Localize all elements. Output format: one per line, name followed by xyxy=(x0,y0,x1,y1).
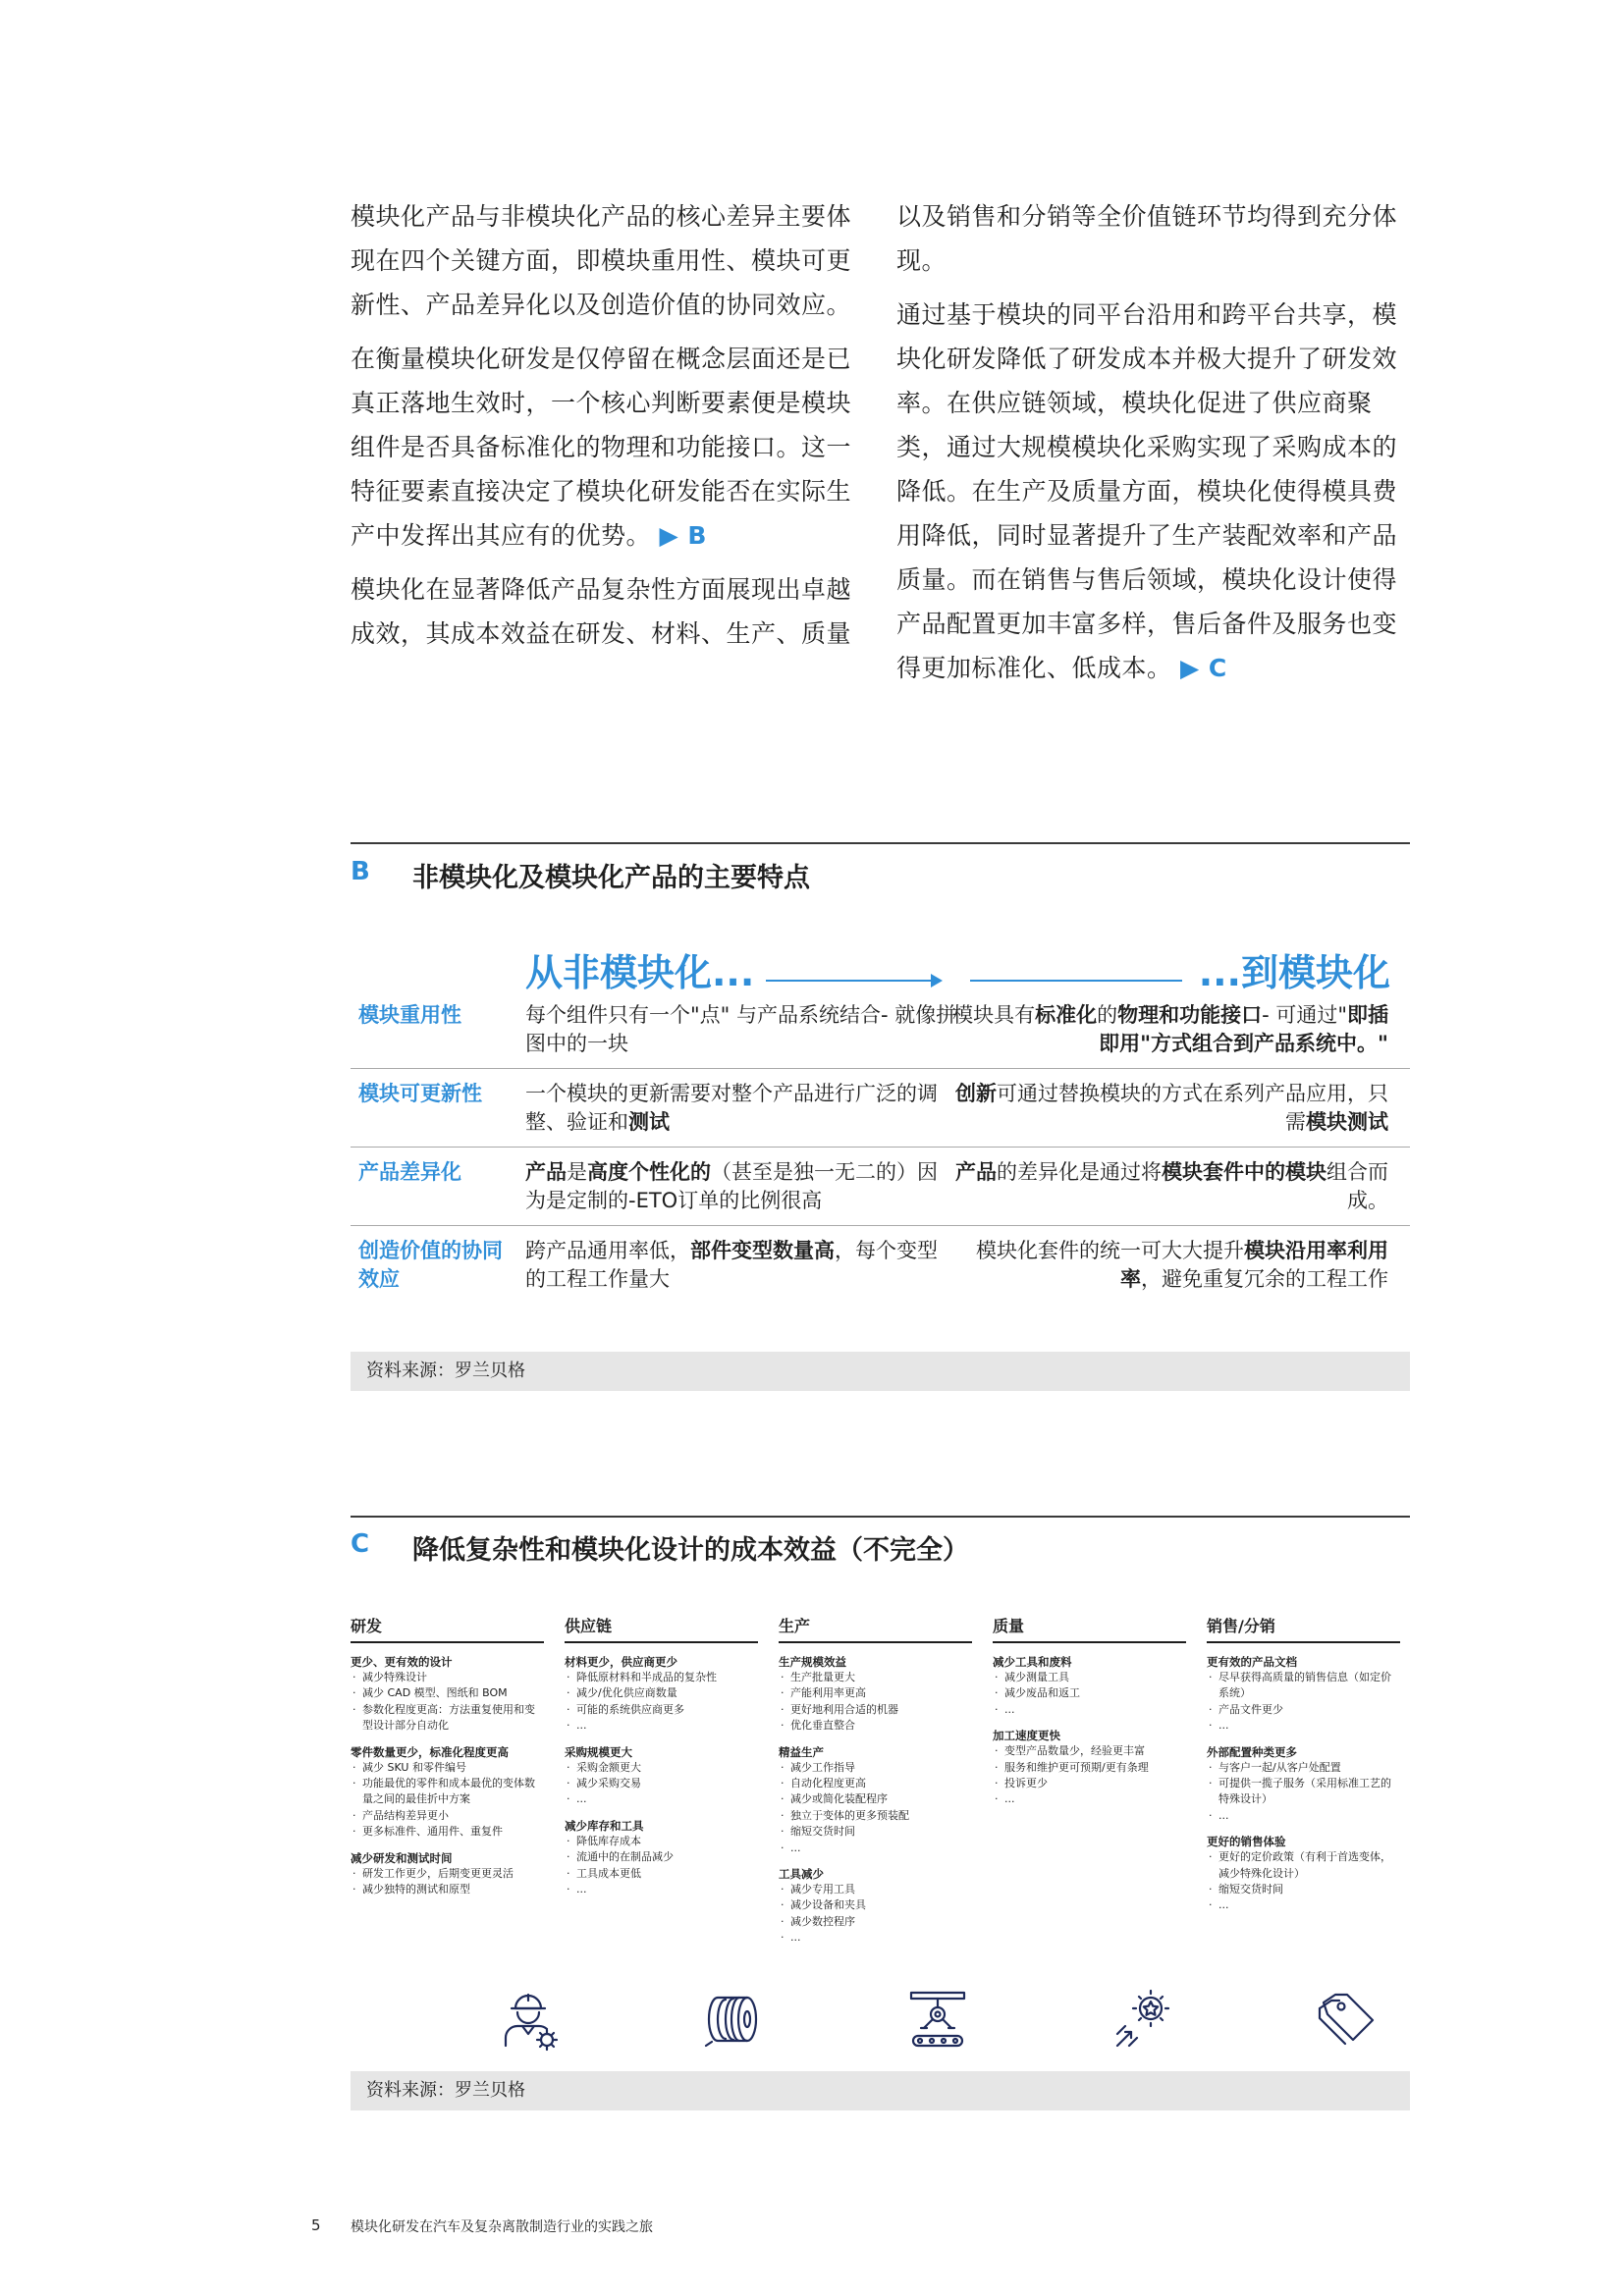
benefit-item: · 减少采购交易 xyxy=(565,1776,758,1791)
row-divider xyxy=(351,1147,1410,1148)
benefit-item: · 减少工作指导 xyxy=(779,1760,972,1776)
benefit-item: · ... xyxy=(565,1882,758,1897)
benefit-item: · 功能最优的零件和成本最优的变体数量之间的最佳折中方案 xyxy=(351,1776,544,1808)
benefit-column-header: 供应链 xyxy=(565,1615,758,1643)
benefit-list xyxy=(565,1834,758,1898)
benefit-list xyxy=(351,1670,544,1735)
benefit-item: · 减少专用工具 xyxy=(779,1882,972,1897)
section-b-letter: B xyxy=(351,857,370,886)
benefit-group-title: 采购规模更大 xyxy=(565,1744,632,1759)
engineer-gear-icon xyxy=(496,1987,561,2052)
benefit-list xyxy=(993,1670,1186,1718)
benefit-group xyxy=(1207,1744,1400,1825)
benefit-list xyxy=(1207,1760,1400,1825)
benefit-item: · 缩短交货时间 xyxy=(779,1824,972,1840)
non-modular-description: 一个模块的更新需要对整个产品进行广泛的调整、验证和测试 xyxy=(525,1082,938,1134)
benefit-group-title: 外部配置种类更多 xyxy=(1207,1744,1297,1759)
page-number: 5 xyxy=(311,2216,321,2234)
benefit-column xyxy=(993,1615,1186,1808)
benefit-group xyxy=(779,1866,972,1947)
section-b-top-rule xyxy=(351,842,1410,844)
benefit-item: · ... xyxy=(1207,1718,1400,1734)
footer-title: 模块化研发在汽车及复杂离散制造行业的实践之旅 xyxy=(351,2219,653,2235)
benefit-group-title: 零件数量更少，标准化程度更高 xyxy=(351,1744,509,1759)
modular-description: 模块具有标准化的物理和功能接口- 可通过"即插即用"方式组合到产品系统中。" xyxy=(952,1003,1388,1055)
benefit-item: · 自动化程度更高 xyxy=(779,1776,972,1791)
benefit-group-title: 生产规模效益 xyxy=(779,1655,846,1669)
benefit-item: · 投诉更少 xyxy=(993,1776,1186,1791)
benefit-group-title: 精益生产 xyxy=(779,1744,824,1759)
benefit-column xyxy=(779,1615,972,1947)
intro-paragraph: 模块化在显著降低产品复杂性方面展现出卓越成效，其成本效益在研发、材料、生产、质量 xyxy=(351,575,852,648)
row-label: 创造价值的协同效应 xyxy=(358,1239,503,1291)
benefit-item: · 减少 CAD 模型、图纸和 BOM xyxy=(351,1685,544,1701)
benefit-item: · 研发工作更少，后期变更更灵活 xyxy=(351,1866,544,1882)
benefit-list xyxy=(351,1866,544,1898)
non-modular-description: 每个组件只有一个"点" 与产品系统结合- 就像拼图中的一块 xyxy=(525,1003,957,1055)
benefit-column-header: 质量 xyxy=(993,1615,1186,1643)
benefit-item: · 产能利用率更高 xyxy=(779,1685,972,1701)
row-divider xyxy=(351,1225,1410,1226)
benefit-item: · 优化垂直整合 xyxy=(779,1718,972,1734)
benefit-group xyxy=(351,1744,544,1841)
benefit-list xyxy=(779,1882,972,1947)
benefit-item: · 尽早获得高质量的销售信息（如定价系统） xyxy=(1207,1670,1400,1702)
price-tag-icon xyxy=(1314,1987,1379,2052)
benefit-item: · 减少/优化供应商数量 xyxy=(565,1685,758,1701)
benefit-item: · 减少数控程序 xyxy=(779,1914,972,1930)
benefit-item: · ... xyxy=(779,1930,972,1946)
benefit-column-header: 生产 xyxy=(779,1615,972,1643)
benefit-item: · 减少特殊设计 xyxy=(351,1670,544,1685)
row-divider xyxy=(351,1068,1410,1069)
benefit-item: · 生产批量更大 xyxy=(779,1670,972,1685)
benefit-item: · 流通中的在制品减少 xyxy=(565,1849,758,1865)
section-b-source: 资料来源：罗兰贝格 xyxy=(351,1352,1410,1391)
benefit-list xyxy=(565,1670,758,1735)
benefit-group xyxy=(565,1744,758,1808)
benefit-list xyxy=(1207,1849,1400,1914)
row-label: 模块可更新性 xyxy=(358,1082,482,1105)
benefit-list xyxy=(351,1760,544,1841)
benefit-group xyxy=(351,1850,544,1898)
benefit-group-title: 更好的销售体验 xyxy=(1207,1835,1286,1849)
benefit-item: · 可能的系统供应商更多 xyxy=(565,1702,758,1718)
benefit-item: · 减少废品和返工 xyxy=(993,1685,1186,1701)
benefit-list xyxy=(565,1760,758,1808)
benefit-item: · 更好的定价政策（有利于首选变体，减少特殊化设计） xyxy=(1207,1849,1400,1882)
benefit-item: · 减少测量工具 xyxy=(993,1670,1186,1685)
benefit-group xyxy=(993,1728,1186,1808)
benefit-group-title: 材料更少，供应商更少 xyxy=(565,1655,677,1669)
benefit-item: · ... xyxy=(565,1718,758,1734)
benefit-list xyxy=(779,1670,972,1735)
benefit-item: · 缩短交货时间 xyxy=(1207,1882,1400,1897)
benefit-column-header: 研发 xyxy=(351,1615,544,1643)
benefit-list xyxy=(1207,1670,1400,1735)
benefit-item: · ... xyxy=(993,1702,1186,1718)
row-label: 模块重用性 xyxy=(358,1003,461,1027)
intro-left-column xyxy=(351,194,859,666)
robot-conveyor-icon xyxy=(905,1987,970,2052)
benefit-item: · 采购金额更大 xyxy=(565,1760,758,1776)
benefit-item: · ... xyxy=(779,1841,972,1856)
benefit-column xyxy=(1207,1615,1400,1914)
intro-paragraph: 在衡量模块化研发是仅停留在概念层面还是已真正落地生效时，一个核心判断要素便是模块组件是否具备标准化的物理和功能接口。这一特征要素直接决定了模块化研发能否在实际生产中发挥出其应有的优势。 ▶ B xyxy=(351,345,852,550)
modular-description: 产品的差异化是通过将模块套件中的模块组合而成。 xyxy=(955,1160,1388,1212)
benefit-item: · 更多标准件、通用件、重复件 xyxy=(351,1824,544,1840)
benefit-item: · 减少或简化装配程序 xyxy=(779,1791,972,1807)
benefit-item: · 参数化程度更高：方法重复使用和变型设计部分自动化 xyxy=(351,1702,544,1735)
benefit-group xyxy=(351,1654,544,1735)
benefit-item: · 与客户一起/从客户处配置 xyxy=(1207,1760,1400,1776)
figure-c-link[interactable]: ▶ C xyxy=(1179,654,1227,682)
benefit-group-title: 减少研发和测试时间 xyxy=(351,1850,453,1865)
intro-paragraph: 模块化产品与非模块化产品的核心差异主要体现在四个关键方面，即模块重用性、模块可更新性、产品差异化以及创造价值的协同效应。 xyxy=(351,202,852,319)
benefit-item: · 减少设备和夹具 xyxy=(779,1897,972,1913)
quality-star-icon xyxy=(1110,1987,1174,2052)
benefit-item: · 减少独特的测试和原型 xyxy=(351,1882,544,1897)
benefit-item: · 产品文件更少 xyxy=(1207,1702,1400,1718)
row-label: 产品差异化 xyxy=(358,1160,461,1184)
benefit-item: · ... xyxy=(565,1791,758,1807)
benefit-item: · 服务和维护更可预期/更有条理 xyxy=(993,1760,1186,1776)
benefit-group xyxy=(1207,1834,1400,1914)
benefit-column xyxy=(351,1615,544,1897)
intro-right-column xyxy=(896,194,1405,700)
benefit-column xyxy=(565,1615,758,1897)
benefit-group xyxy=(993,1654,1186,1718)
arrow-line-left xyxy=(766,980,931,982)
benefit-group-title: 减少库存和工具 xyxy=(565,1818,644,1833)
benefit-column-header: 销售/分销 xyxy=(1207,1615,1400,1643)
benefit-item: · 降低库存成本 xyxy=(565,1834,758,1849)
section-c-letter: C xyxy=(351,1529,370,1559)
modular-description: 模块化套件的统一可大大提升模块沿用率利用率，避免重复冗余的工程工作 xyxy=(976,1239,1388,1291)
non-modular-description: 跨产品通用率低，部件变型数量高，每个变型的工程工作量大 xyxy=(525,1239,938,1291)
benefit-group xyxy=(565,1818,758,1898)
section-c-title: 降低复杂性和模块化设计的成本效益（不完全） xyxy=(412,1535,969,1566)
benefit-list xyxy=(993,1743,1186,1808)
benefit-item: · 可提供一揽子服务（采用标准工艺的特殊设计） xyxy=(1207,1776,1400,1808)
benefit-group xyxy=(565,1654,758,1735)
from-non-modular-heading: 从非模块化... xyxy=(525,951,755,994)
benefit-group-title: 加工速度更快 xyxy=(993,1729,1060,1743)
benefit-group-title: 工具减少 xyxy=(779,1867,824,1882)
to-modular-heading: ...到模块化 xyxy=(1198,951,1390,994)
modular-description: 创新可通过替换模块的方式在系列产品应用，只需模块测试 xyxy=(955,1082,1388,1134)
benefit-group xyxy=(1207,1654,1400,1735)
arrow-right-icon xyxy=(931,974,943,988)
coil-spool-icon xyxy=(700,1987,765,2052)
intro-paragraph: 以及销售和分销等全价值链环节均得到充分体现。 xyxy=(896,202,1398,275)
arrow-line-right xyxy=(970,980,1182,982)
benefit-item: · 变型产品数量少，经验更丰富 xyxy=(993,1743,1186,1759)
benefit-item: · ... xyxy=(1207,1897,1400,1913)
benefit-item: · 更好地利用合适的机器 xyxy=(779,1702,972,1718)
benefit-item: · 降低原材料和半成品的复杂性 xyxy=(565,1670,758,1685)
benefit-group xyxy=(779,1654,972,1735)
section-c-top-rule xyxy=(351,1516,1410,1518)
benefit-list xyxy=(779,1760,972,1856)
section-b-title: 非模块化及模块化产品的主要特点 xyxy=(412,863,810,893)
benefit-item: · 减少 SKU 和零件编号 xyxy=(351,1760,544,1776)
benefit-group-title: 更少、更有效的设计 xyxy=(351,1655,453,1669)
benefit-group-title: 更有效的产品文档 xyxy=(1207,1655,1297,1669)
benefit-item: · ... xyxy=(993,1791,1186,1807)
figure-b-link[interactable]: ▶ B xyxy=(659,521,707,550)
non-modular-description: 产品是高度个性化的（甚至是独一无二的）因为是定制的-ETO订单的比例很高 xyxy=(525,1160,938,1212)
intro-paragraph: 通过基于模块的同平台沿用和跨平台共享，模块化研发降低了研发成本并极大提升了研发效率。在供应链领域，模块化促进了供应商聚类，通过大规模模块化采购实现了采购成本的降低。在生产及质量方面，模块化使得模具费用降低，同时显著提升了生产装配效率和产品质量。而在销售与售后领域，模块化设计使得产品配置更加丰富多样，售后备件及服务也变得更加标准化、低成本。 ▶ C xyxy=(896,300,1398,682)
benefit-group-title: 减少工具和废料 xyxy=(993,1655,1072,1669)
benefit-group xyxy=(779,1744,972,1856)
benefit-item: · 产品结构差异更小 xyxy=(351,1808,544,1824)
benefit-item: · 工具成本更低 xyxy=(565,1866,758,1882)
section-c-source: 资料来源：罗兰贝格 xyxy=(351,2071,1410,2110)
benefit-item: · 独立于变体的更多预装配 xyxy=(779,1808,972,1824)
benefit-item: · ... xyxy=(1207,1808,1400,1824)
